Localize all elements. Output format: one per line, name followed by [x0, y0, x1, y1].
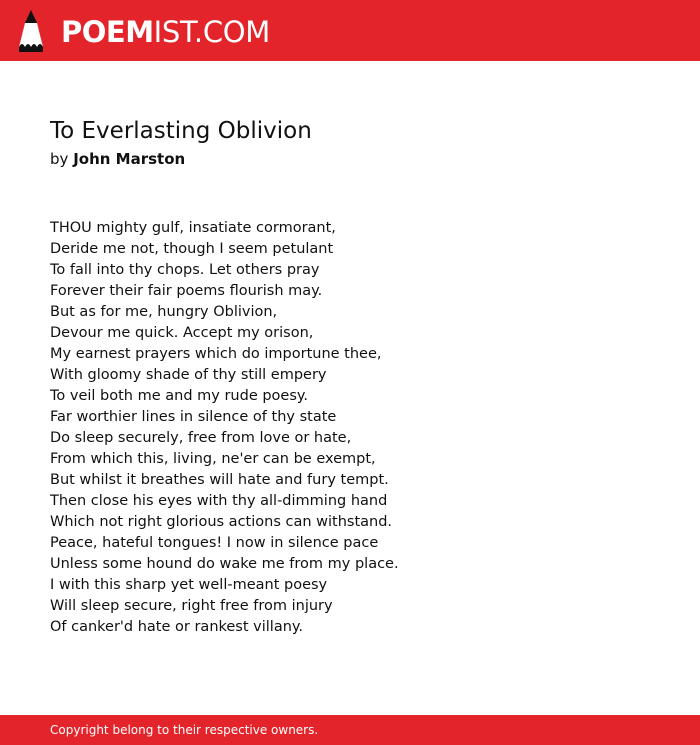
site-footer — [0, 715, 700, 745]
poem-line: Deride me not, though I seem petulant — [50, 241, 334, 257]
poem-line: With gloomy shade of thy still empery — [50, 367, 327, 383]
site-brand — [61, 14, 271, 49]
poem-line: But whilst it breathes will hate and fury tempt. — [50, 472, 389, 488]
home-logo-link[interactable] — [17, 9, 270, 53]
poem-line: To fall into thy chops. Let others pray — [50, 262, 320, 278]
poem-line: Will sleep secure, right free from injury — [50, 598, 333, 614]
poem-line: Forever their fair poems flourish may. — [50, 283, 323, 299]
poem-line: Do sleep securely, free from love or hate, — [50, 430, 352, 446]
poem-line: Of canker'd hate or rankest villany. — [50, 619, 304, 635]
poem-byline — [50, 148, 185, 170]
poem-author: John Marston — [73, 150, 186, 168]
by-label: by — [50, 150, 69, 168]
poem-line: Far worthier lines in silence of thy state — [50, 409, 337, 425]
site-header — [0, 0, 700, 61]
poem-line: THOU mighty gulf, insatiate cormorant, — [50, 220, 336, 236]
poem-line: Which not right glorious actions can withstand. — [50, 514, 393, 530]
poem-line: Unless some hound do wake me from my place. — [50, 556, 399, 572]
brand-light-text: IST.COM — [153, 14, 271, 49]
poem-line: From which this, living, ne'er can be exempt, — [50, 451, 376, 467]
poem-title: To Everlasting Oblivion — [50, 118, 312, 144]
poem-body — [50, 218, 399, 638]
poem-line: To veil both me and my rude poesy. — [50, 388, 309, 404]
pencil-tip-icon — [17, 10, 45, 52]
poem-line: But as for me, hungry Oblivion, — [50, 304, 278, 320]
poem-line: My earnest prayers which do importune thee, — [50, 346, 382, 362]
poem-line: Devour me quick. Accept my orison, — [50, 325, 314, 341]
poem-line: I with this sharp yet well-meant poesy — [50, 577, 328, 593]
copyright-text: Copyright belong to their respective owners. — [50, 723, 319, 737]
poem-line: Then close his eyes with thy all-dimming hand — [50, 493, 388, 509]
poem-line: Peace, hateful tongues! I now in silence pace — [50, 535, 379, 551]
brand-bold-text: POEM — [61, 14, 154, 49]
